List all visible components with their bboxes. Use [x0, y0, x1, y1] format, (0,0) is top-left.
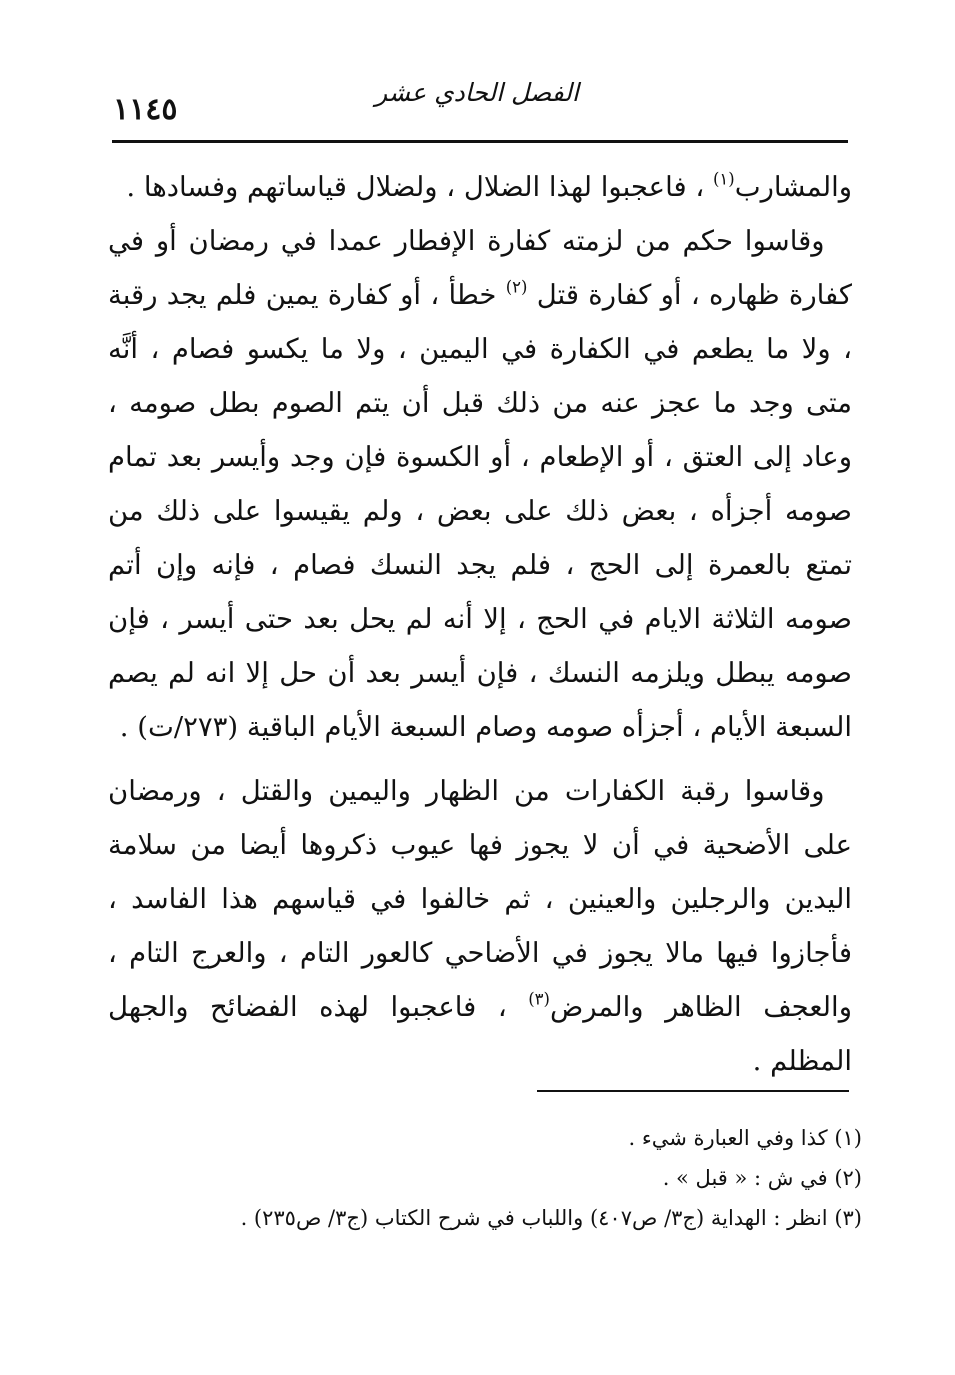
- text-run: ، فاعجبوا لهذا الضلال ، ولضلال قياساتهم وفسادها .: [126, 171, 713, 203]
- text-run: وقاسوا رقبة الكفارات من الظهار واليمين والقتل ، ورمضان على الأضحية في أن لا يجوز فها عيوب ذكروها أيضا من سلامة اليدين والرجلين والعينين ، ثم خالفوا في قياسهم هذا الفاسد ، فأجازوا فيها مالا يجوز في الأضاحي كالعور التام ، والعرج التام ، والعجف الظاهر والمرض: [108, 775, 852, 1023]
- paragraph-3: [108, 764, 852, 1088]
- footnote-3: (٣) انظر : الهداية (ج٣/ ص٤٠٧) واللباب في شرح الكتاب (ج٣/ ص٢٣٥) .: [240, 1206, 862, 1230]
- header-rule: [112, 140, 848, 143]
- footnote-ref-1: (١): [712, 169, 735, 189]
- text-run: خطأ ، أو كفارة يمين فلم يجد رقبة ، ولا ما يطعم في الكفارة في اليمين ، ولا ما يكسو فصام ، أنَّه متى وجد ما عجز عنه من ذلك قبل أن يتم الصوم بطل صومه ، وعاد إلى العتق ، أو الإطعام ، أو الكسوة فإن وجد وأيسر بعد تمام صومه أجزأه ، بعض ذلك على بعض ، ولم يقيسوا على ذلك من تمتع بالعمرة إلى الحج ، فلم يجد النسك فصام ، فإنه وإن أتم صومه الثلاثة الايام في الحج ، إلا أنه لم يحل بعد حتى أيسر ، فإن صومه يبطل ويلزمه النسك ، فإن أيسر بعد أن حل إلا انه لم يصم السبعة الأيام ، أجزأه صومه وصام السبعة الأيام الباقية (٢٧٣/ت) .: [108, 279, 852, 743]
- footnote-ref-2: (٢): [505, 277, 528, 297]
- footnote-ref-3: (٣): [528, 989, 550, 1009]
- footnote-2: (٢) في ش : « قبل » .: [662, 1166, 862, 1190]
- text-run: والمشارب: [734, 171, 852, 203]
- footnote-1: (١) كذا وفي العبارة شيء .: [628, 1126, 862, 1150]
- paragraph-1: [108, 160, 852, 214]
- text-run: ، فاعجبوا لهذه الفضائح والجهل المظلم .: [108, 991, 852, 1077]
- page-number: ١١٤٥: [113, 92, 178, 127]
- footnotes: [150, 1118, 862, 1238]
- footnote-rule: [537, 1090, 849, 1092]
- paragraph-2: [108, 214, 852, 754]
- text-run: وقاسوا حكم من لزمته كفارة الإفطار عمدا في رمضان أو في كفارة ظهاره ، أو كفارة قتل: [108, 225, 852, 311]
- main-text: [108, 160, 852, 1088]
- running-head: الفصل الحادي عشر: [375, 78, 579, 107]
